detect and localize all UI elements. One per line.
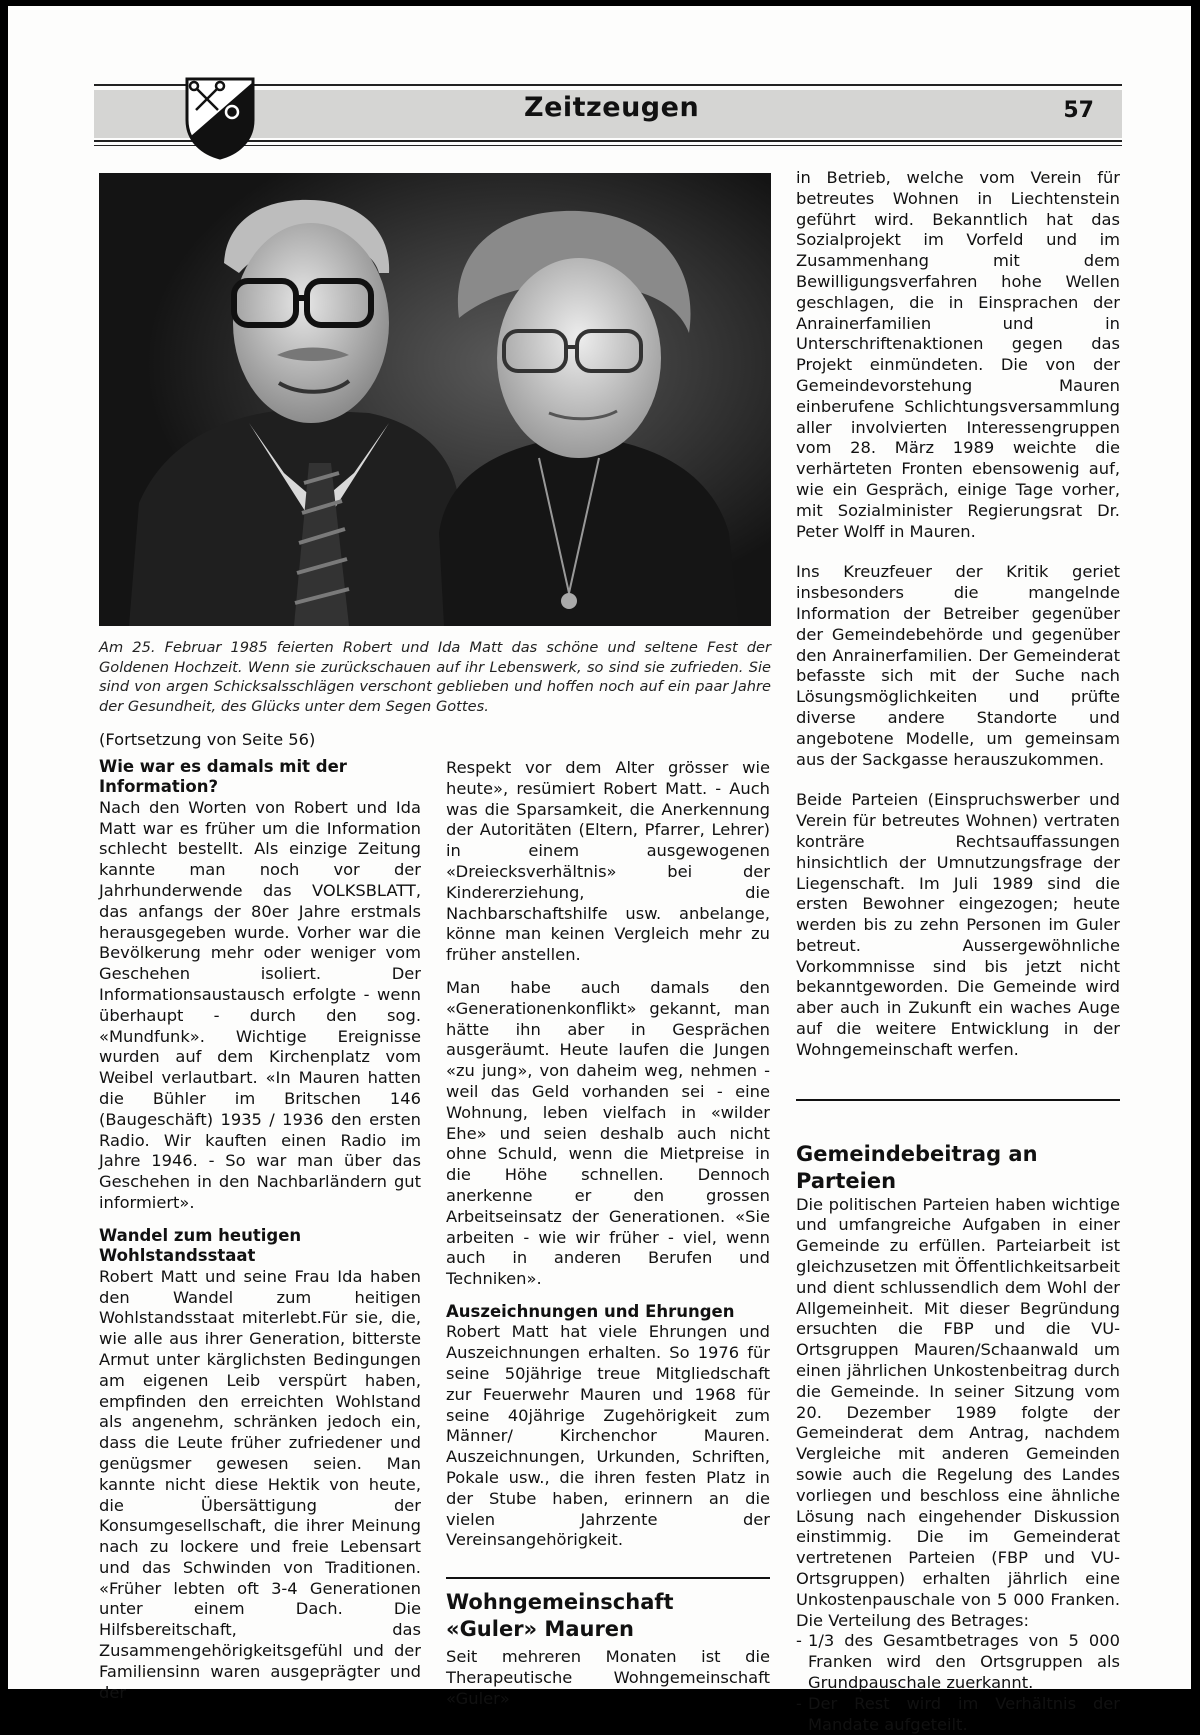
- section-title: Zeitzeugen: [524, 92, 700, 123]
- page-number: 57: [1063, 98, 1094, 123]
- distribution-list: [796, 1631, 1120, 1735]
- list-item: - Der Rest wird im Verhältnis der Mandate aufgeteilt.: [796, 1694, 1120, 1735]
- paragraph: Seit mehreren Monaten ist die Therapeutische Wohngemeinschaft «Guler»: [446, 1647, 770, 1708]
- page: [8, 6, 1191, 1734]
- photo-caption: Am 25. Februar 1985 feierten Robert und Ida Matt das schöne und seltene Fest der Goldenen Hochzeit. Wenn sie zurückschauen auf ihr Lebenswerk, so sind sie zufrieden. Sie sind von argen Schicksalsschlägen verschont geblieben und hoffen noch auf ein paar Jahre der Gesundheit, des Glücks unter dem Segen Gottes.: [99, 639, 771, 715]
- paragraph: Man habe auch damals den «Generationenkonflikt» gekannt, man hätte ihn aber in Gesprächen ausgeräumt. Heute laufen die Jungen «zu jung», von daheim weg, nehmen - weil das Geld vorhanden sei - eine Wohnung, leben vielfach in «wilder Ehe» und seien deshalb auch nicht ohne Schuld, wenn die Mietpreise in die Höhe schnellen. Dennoch anerkenne er den grossen Arbeitseinsatz der Generationen. «Sie arbeiten - wie wir früher - viel, wenn auch in anderen Berufen und Techniken».: [446, 977, 770, 1289]
- continuation-note: (Fortsetzung von Seite 56): [99, 730, 316, 749]
- couple-photo: [99, 173, 771, 626]
- paragraph: Respekt vor dem Alter grösser wie heute», resümiert Robert Matt. - Auch was die Sparsamkeit, die Anerkennung der Autoritäten (Eltern, Pfarrer, Lehrer) in einem ausgewogenen «Dreiecksverhältnis» bei der Kindererziehung, die Nachbarschaftshilfe usw. anbelange, könne man keinen Vergleich mehr zu früher anstellen.: [446, 758, 770, 965]
- column-1: [99, 730, 421, 1703]
- paragraph: Die politischen Parteien haben wichtige und umfangreiche Aufgaben in einer Gemeinde zu erfüllen. Parteiarbeit ist gleichzusetzen mit Öffentlichkeitsarbeit und dient schlussendlich dem Wohl der Allgemeinheit. Mit dieser Begründung ersuchten die FBP und die VU-Ortsgruppen Mauren/Schaanwald um einen jährlichen Unkostenbeitrag durch die Gemeinde. In seiner Sitzung vom 20. Dezember 1989 folgte der Gemeinderat dem Antrag, nachdem Vergleiche mit anderen Gemeinden sowie auch die Regelung des Landes vorliegen und beschloss eine ähnliche Lösung nach eingehender Diskussion einstimmig. Die im Gemeinderat vertretenen Parteien (FBP und VU-Ortsgruppen) erhalten jährlich eine Unkostenpauschale von 5 000 Franken. Die Verteilung des Betrages:: [796, 1194, 1120, 1630]
- paragraph: in Betrieb, welche vom Verein für betreutes Wohnen in Liechtenstein geführt wird. Bekanntlich hat das Sozialprojekt im Vorfeld und im Zusammenhang mit dem Bewilligungsverfahren hohe Wellen geschlagen, die in Einsprachen der Anrainerfamilien und in Unterschriftenaktionen gegen das Projekt einmündeten. Die von der Gemeindevorstehung Mauren einberufene Schlichtungsversammlung aller involvierten Interessengruppen vom 28. März 1989 weichte die verhärteten Fronten ebensowenig auf, wie ein Gespräch, einige Tage vorher, mit Sozialminister Regierungsrat Dr. Peter Wolff in Mauren.: [796, 168, 1120, 541]
- article-heading: Gemeindebeitrag an Parteien: [796, 1141, 1038, 1193]
- section-heading: Auszeichnungen und Ehrungen: [446, 1301, 735, 1321]
- column-3: [796, 168, 1120, 1735]
- section-heading: Wandel zum heutigen Wohlstandsstaat: [99, 1225, 302, 1266]
- paragraph: Nach den Worten von Robert und Ida Matt war es früher um die Information schlecht bestellt. Als einzige Zeitung kannte man noch vor der Jahrhunderwende das VOLKSBLATT, das anfangs der 80er Jahre erstmals herausgegeben wurde. Vorher war die Bevölkerung mehr oder weniger vom Geschehen isoliert. Der Informationsaustausch erfolgte - wenn überhaupt - durch den sog. «Mundfunk». Wichtige Ereignisse wurden auf dem Kirchenplatz vom Weibel verlautbart. «In Mauren hatten die Bühler im Britschen 146 (Baugeschäft) 1935 / 1936 den ersten Radio. Wir kauften einen Radio im Jahre 1946. - So war man über das Geschehen in den Nachbarländern gut informiert».: [99, 797, 421, 1212]
- paragraph: Ins Kreuzfeuer der Kritik geriet insbesonders die mangelnde Information der Betreiber gegenüber der Gemeindebehörde und gegenüber den Anrainerfamilien. Der Gemeinderat befasste sich mit der Suche nach Lösungsmöglichkeiten und prüfte diverse andere Standorte und angebotene Modelle, um gemeinsam aus der Sackgasse herauszukommen.: [796, 562, 1120, 769]
- section-heading: Wie war es damals mit der Information?: [99, 756, 347, 797]
- column-2: [446, 758, 770, 1710]
- coat-of-arms-icon: [184, 76, 256, 160]
- paragraph: Robert Matt und seine Frau Ida haben den Wandel zum heitigen Wohlstandsstaat miterlebt.Für sie, die, wie alle aus ihrer Generation, bitterste Armut unter kärglichsten Bedingungen am eigenen Leib verspürt haben, empfinden den erreichten Wohlstand als angenehm, schränken jedoch ein, dass die Leute früher zufriedener und genügsmer gewesen seien. Man kannte nicht diese Hektik von heute, die Übersättigung der Konsumgesellschaft, die ihrer Meinung nach zu lockere und freie Lebensart und das Schwinden von Traditionen. «Früher lebten oft 3-4 Generationen unter einem Dach. Die Hilfsbereitschaft, das Zusammengehörigkeitsgefühl und der Familiensinn waren ausgeprägter und der: [99, 1266, 421, 1702]
- article-heading: Wohngemeinschaft «Guler» Mauren: [446, 1590, 674, 1642]
- paragraph: Beide Parteien (Einspruchswerber und Verein für betreutes Wohnen) vertraten konträre Rechtsauffassungen hinsichtlich der Umnutzungsfrage der Liegenschaft. Im Juli 1989 sind die ersten Bewohner eingezogen; heute werden bis zu zehn Personen im Guler betreut. Aussergewöhnliche Vorkommnisse sind bis jetzt nicht bekanntgeworden. Die Gemeinde wird aber auch in Zukunft ein waches Auge auf die weitere Entwicklung in der Wohngemeinschaft werfen.: [796, 790, 1120, 1059]
- paragraph: Robert Matt hat viele Ehrungen und Auszeichnungen erhalten. So 1976 für seine 50jährige treue Mitgliedschaft zur Feuerwehr Mauren und 1968 für seine 40jährige Zugehörigkeit zum Männer/ Kirchenchor Mauren. Auszeichnungen, Urkunden, Schriften, Pokale usw., die ihren festen Platz in der Stube haben, erinnern an die vielen Jahrzente der Vereinsangehörigkeit.: [446, 1322, 770, 1550]
- list-item: - 1/3 des Gesamtbetrages von 5 000 Franken wird den Ortsgruppen als Grundpauschale zuerkannt.: [796, 1631, 1120, 1693]
